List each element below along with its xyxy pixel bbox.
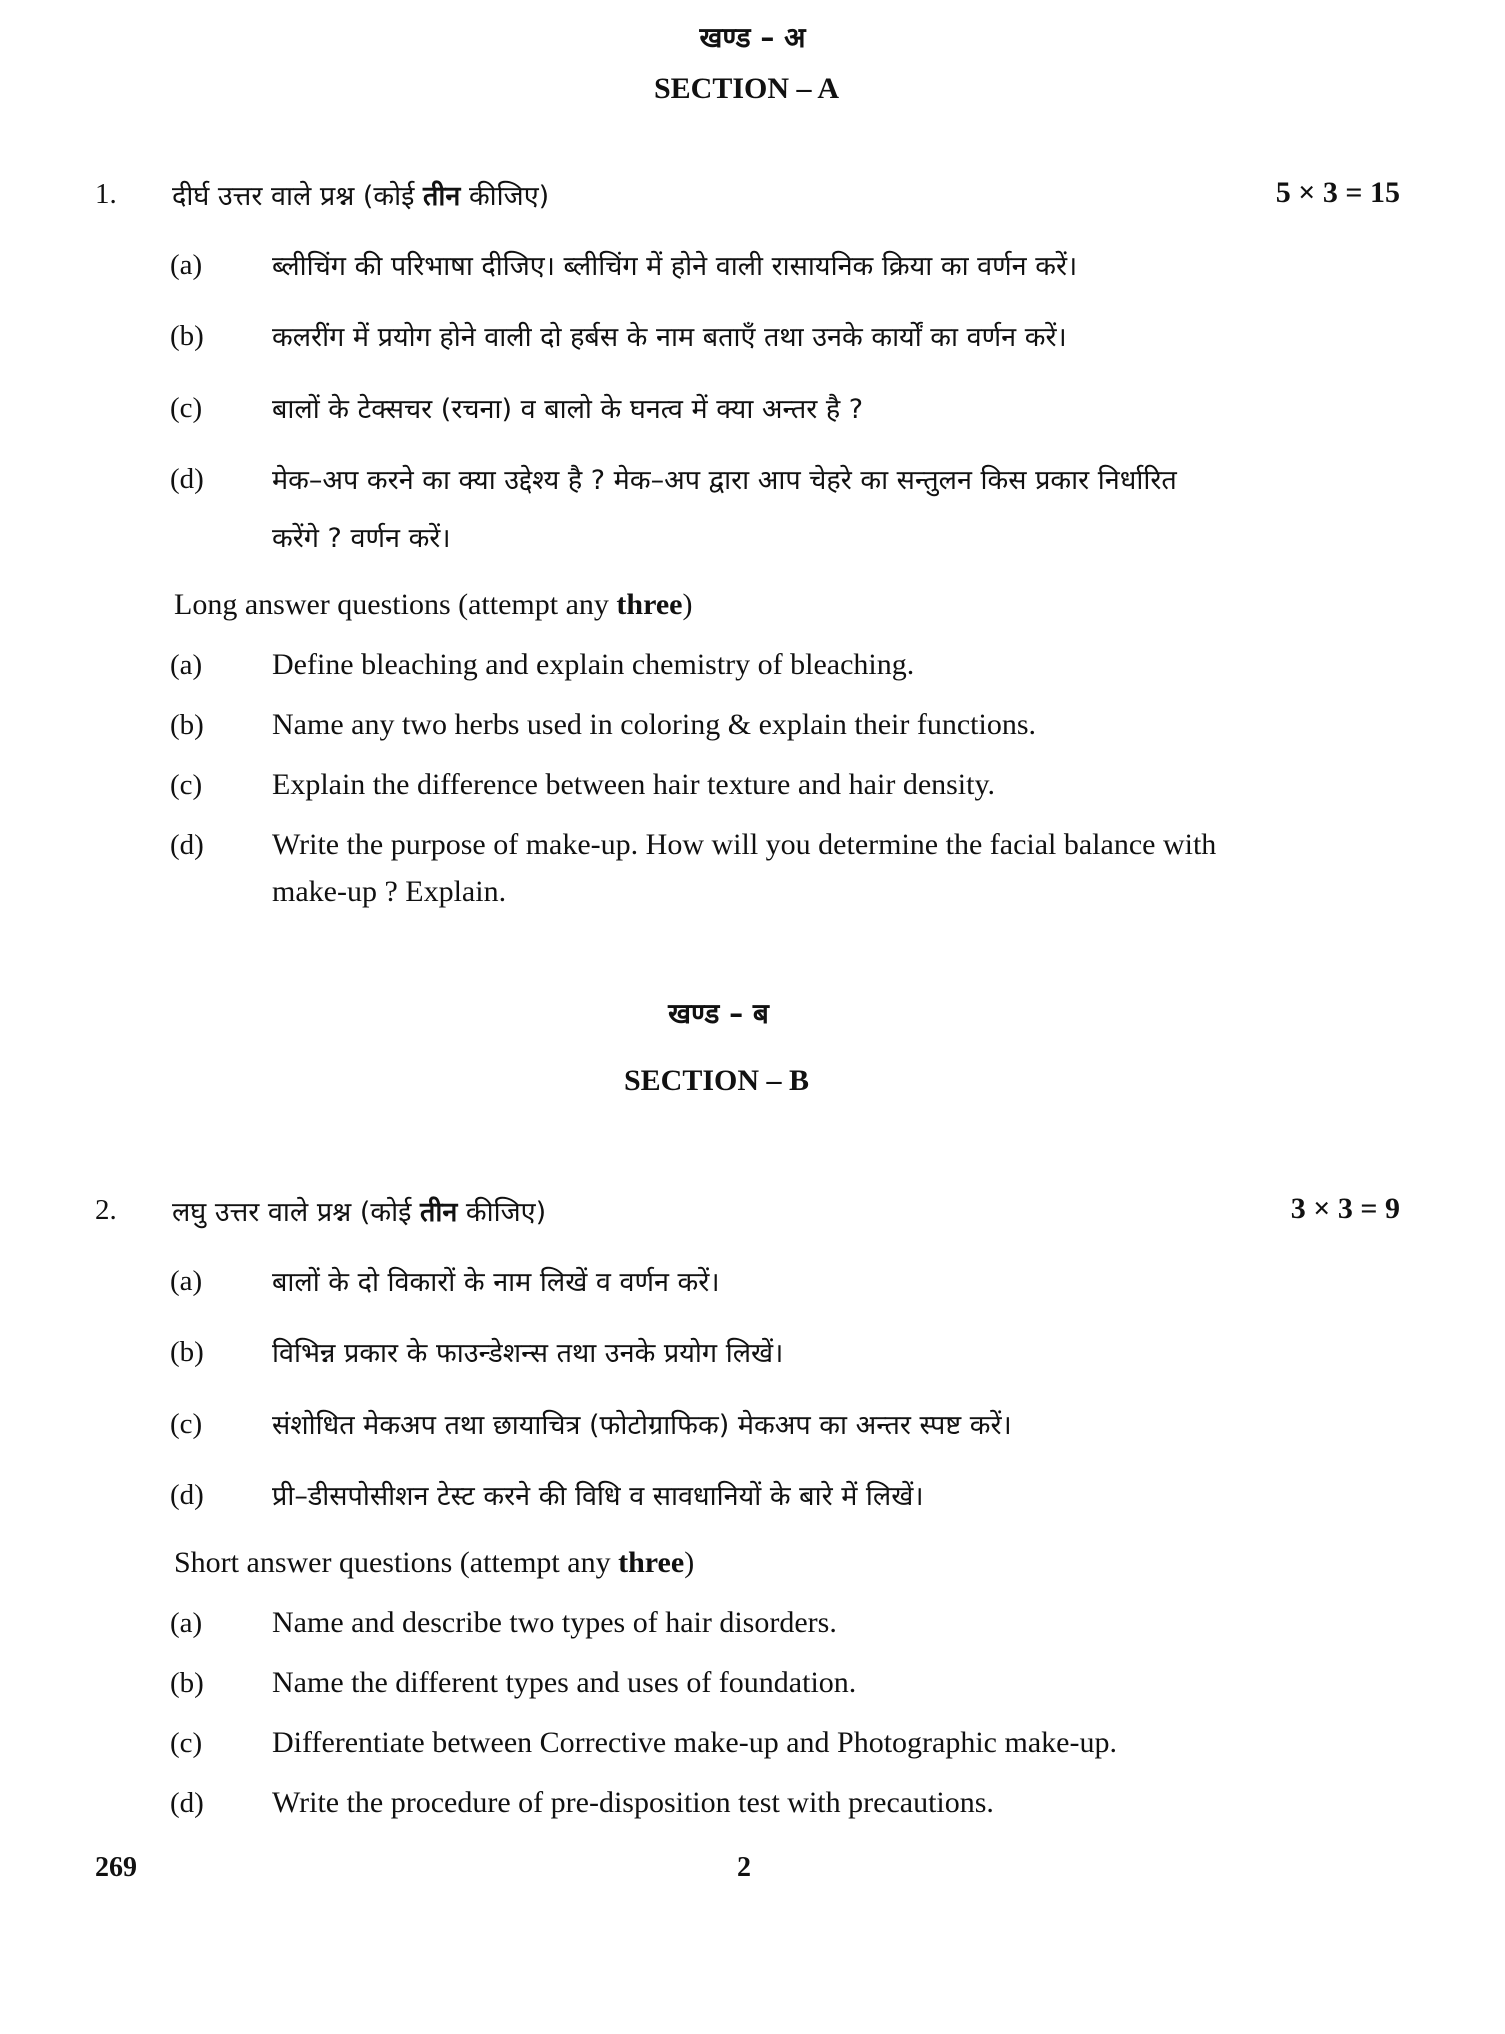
q1-english-part-c-label: (c) (170, 769, 203, 801)
q2-hindi-part-a-text: बालों के दो विकारों के नाम लिखें व वर्णन करें। (272, 1267, 720, 1298)
q1-english-part-c-text: Explain the difference between hair texture and hair density. (272, 768, 996, 801)
section-b-heading: SECTION – B (623, 1064, 810, 1097)
q1-hindi-part-c-text: बालों के टेक्सचर (रचना) व बालो के घनत्व में क्या अन्तर है ? (272, 394, 864, 425)
q1-english-part-b-label: (b) (170, 709, 204, 741)
instruction-text-bold: तीन (422, 181, 461, 212)
section-a-hindi-heading: खण्ड – अ (699, 21, 806, 54)
q1-english-part-a-text: Define bleaching and explain chemistry of bleaching. (272, 648, 915, 681)
question-1-english-instruction (174, 588, 693, 622)
q1-english-part-d-text: Write the purpose of make-up. How will you determine the facial balance with (272, 828, 1217, 861)
instruction-text-post: कीजिए) (460, 181, 550, 212)
q2-english-part-b-label: (b) (170, 1667, 204, 1699)
q1-english-part-b-text: Name any two herbs used in coloring & explain their functions. (272, 708, 1036, 741)
q2-english-part-c-text: Differentiate between Corrective make-up and Photographic make-up. (272, 1726, 1117, 1759)
instruction-text-pre: Short answer questions (attempt any (174, 1546, 619, 1579)
instruction-text-bold: three (616, 588, 683, 621)
q2-english-part-a-text: Name and describe two types of hair disorders. (272, 1606, 837, 1639)
q2-hindi-part-d-label: (d) (170, 1479, 204, 1511)
question-2-english-instruction (174, 1546, 694, 1580)
q2-english-part-a-label: (a) (170, 1607, 203, 1639)
q2-hindi-part-b-label: (b) (170, 1336, 204, 1368)
instruction-text-bold: तीन (419, 1197, 458, 1228)
q1-english-part-d-text-line2: make-up ? Explain. (272, 875, 507, 908)
q1-hindi-part-d-label: (d) (170, 463, 204, 495)
q2-hindi-part-c-label: (c) (170, 1408, 203, 1440)
q1-hindi-part-b-text: कलरींग में प्रयोग होने वाली दो हर्बस के नाम बताएँ तथा उनके कार्यों का वर्णन करें। (272, 322, 1067, 353)
instruction-text-post: कीजिए) (457, 1197, 547, 1228)
q2-english-part-b-text: Name the different types and uses of foundation. (272, 1666, 857, 1699)
q1-english-part-a-label: (a) (170, 649, 203, 681)
q1-hindi-part-d-text-line2: करेंगे ? वर्णन करें। (272, 523, 451, 554)
question-1-number: 1. (95, 178, 117, 210)
question-1-marks: 5 × 3 = 15 (1275, 176, 1400, 209)
q1-hindi-part-a-text: ब्लीचिंग की परिभाषा दीजिए। ब्लीचिंग में होने वाली रासायनिक क्रिया का वर्णन करें। (272, 251, 1078, 282)
q1-english-part-d-label: (d) (170, 829, 204, 861)
section-b-hindi-heading: खण्ड – ब (668, 997, 769, 1030)
instruction-text-post: ) (684, 1546, 695, 1579)
q2-hindi-part-b-text: विभिन्न प्रकार के फाउन्डेशन्स तथा उनके प्रयोग लिखें। (272, 1338, 784, 1369)
instruction-text-pre: दीर्घ उत्तर वाले प्रश्न (कोई (172, 181, 423, 212)
paper-code: 269 (95, 1852, 137, 1883)
instruction-text-pre: Long answer questions (attempt any (174, 588, 617, 621)
question-2-marks: 3 × 3 = 9 (1290, 1192, 1400, 1225)
q2-hindi-part-a-label: (a) (170, 1265, 203, 1297)
instruction-text-pre: लघु उत्तर वाले प्रश्न (कोई (172, 1197, 420, 1228)
instruction-text-bold: three (618, 1546, 685, 1579)
q2-english-part-d-text: Write the procedure of pre-disposition test with precautions. (272, 1786, 994, 1819)
q2-english-part-d-label: (d) (170, 1787, 204, 1819)
question-2-number: 2. (95, 1194, 117, 1226)
q2-english-part-c-label: (c) (170, 1727, 203, 1759)
q2-hindi-part-c-text: संशोधित मेकअप तथा छायाचित्र (फोटोग्राफिक) मेकअप का अन्तर स्पष्ट करें। (272, 1410, 1012, 1441)
q1-hindi-part-b-label: (b) (170, 320, 204, 352)
q2-hindi-part-d-text: प्री–डीसपोसीशन टेस्ट करने की विधि व सावधानियों के बारे में लिखें। (272, 1481, 924, 1512)
q1-hindi-part-d-text: मेक–अप करने का क्या उद्देश्य है ? मेक–अप द्वारा आप चेहरे का सन्तुलन किस प्रकार निर्धारित (272, 465, 1177, 496)
q1-hindi-part-a-label: (a) (170, 249, 203, 281)
instruction-text-post: ) (682, 588, 693, 621)
page-number: 2 (737, 1852, 751, 1883)
q1-hindi-part-c-label: (c) (170, 392, 203, 424)
question-2-hindi-instruction (172, 1192, 546, 1229)
question-1-hindi-instruction (172, 176, 549, 213)
section-a-heading: SECTION – A (653, 72, 840, 105)
